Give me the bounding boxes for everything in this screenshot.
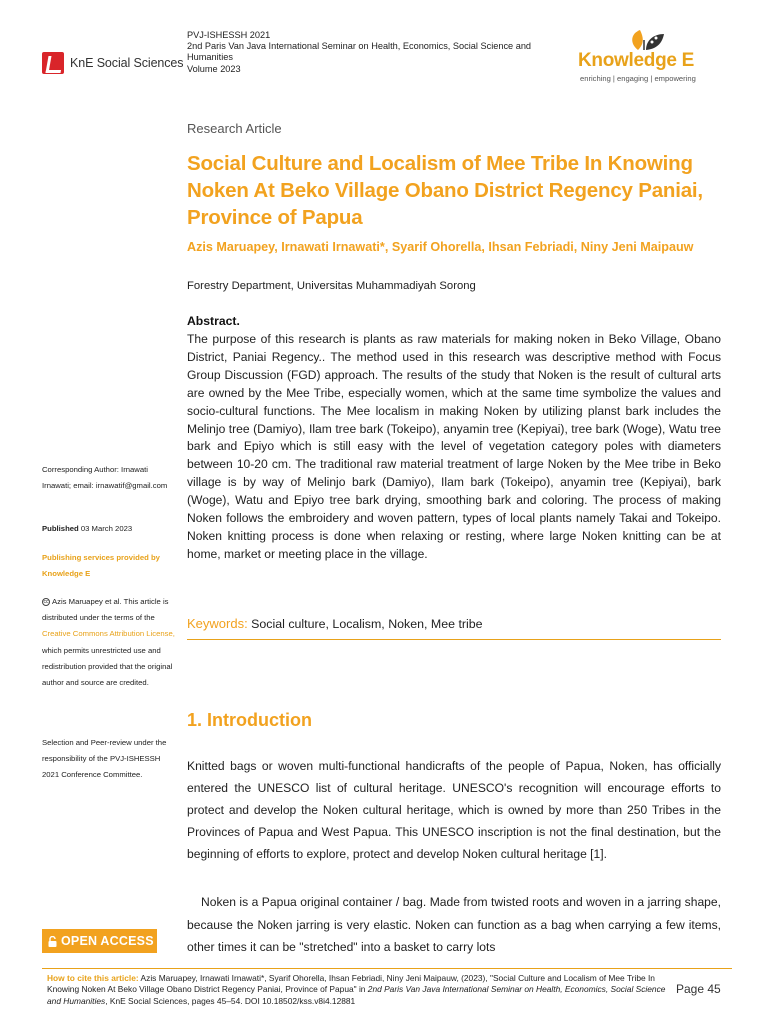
- section-heading-introduction: 1. Introduction: [187, 710, 312, 730]
- knowledge-e-tagline: enriching | engaging | empowering: [580, 74, 696, 83]
- published-label: Published: [42, 524, 79, 533]
- knowledge-e-logo: [578, 28, 738, 88]
- affiliation: Forestry Department, Universitas Muhammadiyah Sorong: [187, 280, 476, 292]
- conference-name-line2: Humanities: [187, 52, 233, 63]
- citation-label: How to cite this article:: [47, 973, 139, 983]
- creative-commons-icon: cc: [43, 598, 49, 605]
- license-text-a: Azis Maruapey et al. This article is distributed under the terms of the: [42, 597, 169, 623]
- publisher-name: KnE Social Sciences: [70, 56, 184, 70]
- leaf-icon: [616, 28, 676, 52]
- peer-review-note: Selection and Peer-review under the responsibility of the PVJ-ISHESSH 2021 Conference Committee.: [42, 738, 167, 780]
- open-access-badge: [42, 929, 157, 953]
- kne-logo-icon: [42, 52, 64, 74]
- article-title: Social Culture and Localism of Mee Tribe In Knowing Noken At Beko Village Obano District Regency Paniai, Province of Papua: [187, 152, 703, 229]
- publishing-services: Publishing services provided by Knowledge E: [42, 553, 160, 579]
- page-number: Page 45: [676, 982, 721, 996]
- abstract-heading: Abstract.: [187, 314, 240, 328]
- volume: Volume 2023: [187, 63, 241, 74]
- page-header: [0, 0, 768, 100]
- knowledge-e-name: Knowledge E: [578, 50, 694, 71]
- keywords-label: Keywords:: [187, 616, 248, 631]
- conference-name-line1: 2nd Paris Van Java International Seminar on Health, Economics, Social Science and: [187, 41, 532, 52]
- abstract-text: The purpose of this research is plants as raw materials for making noken in Beko Village, Obano District, Paniai Regency.. The method used in this research was descriptive method with Focus Group Discussion (FGD) approach. The results of the study that Noken is the result of cultural arts are owned by the Mee Tribe, especially women, which at the same time symbolize the values and socio-cultural functions. The Mee localism in making Noken by utilizing planst bark includes the Melinjo tree (Damiyo), Ilam tree bark (Tokeipo), anyamin tree (Kepiyai), tree bark (Woge), Watu tree bark and Epiyo which is still easy with the level of vegetation category poles with diameters between 10-20 cm. The traditional raw material treatment of large Noken by the Mee tribe in Beko village is by way of Melinjo bark (Damiyo), Ilam bark (Tokeipo), anyamin tree (Kepiyai), bark (Woge), Watu and Epiyo tree bark drying, smoothing bark and coloring. The process of making Noken follows the embroidery and woven pattern, types of local plants namely Takai and Tokeipo. Noken knitting process is done when relaxing or resting, where large Noken knitting can be at home, market or meeting place in the village.: [187, 332, 721, 561]
- license-text-b: which permits unrestricted use and redistribution provided that the original author and source are credited.: [42, 645, 173, 688]
- keywords: [187, 616, 721, 640]
- open-lock-icon: [48, 936, 57, 947]
- corresponding-author: Corresponding Author: Irnawati Irnawati; email: irnawatif@gmail.com: [42, 465, 168, 491]
- footer-divider: [42, 968, 732, 969]
- conference-abbrev: PVJ-ISHESSH 2021: [187, 30, 271, 40]
- citation: [47, 973, 667, 1007]
- open-access-label: OPEN ACCESS: [61, 934, 154, 948]
- published-value: 03 March 2023: [80, 524, 133, 533]
- author-list: Azis Maruapey, Irnawati Irnawati*, Syarif Ohorella, Ihsan Febriadi, Niny Jeni Maipauw: [187, 240, 694, 254]
- article-type: Research Article: [187, 121, 282, 136]
- intro-paragraph-1: Knitted bags or woven multi-functional handicrafts of the people of Papua, Noken, has officially entered the UNESCO list of cultural heritage. UNESCO's recognition will encourage efforts to protect and develop the Noken cultural heritage, which is owned by more than 250 Tribes in the Provinces of Papua and West Papua. This UNESCO inscription is not the final destination, but the beginning of efforts to explore, protect and develop Noken cultural heritage [1].: [187, 759, 721, 862]
- citation-text-b: , KnE Social Sciences, pages 45–54. DOI 10.18502/kss.v8i4.12881: [105, 995, 356, 1006]
- conference-info: [187, 30, 567, 75]
- published-date: [42, 521, 177, 537]
- keywords-list: Social culture, Localism, Noken, Mee tribe: [251, 617, 483, 631]
- kne-logo: [42, 52, 183, 74]
- intro-paragraph-2: Noken is a Papua original container / bag. Made from twisted roots and woven in a jarring shape, because the Noken jarring is very elastic. Noken can function as a bag when carrying a few items, other times it can be "stretched" into a basket to carry lots: [187, 895, 721, 955]
- license-link[interactable]: Creative Commons Attribution License,: [42, 629, 175, 639]
- citation-journal: 2nd Paris Van Java International Seminar on Health, Economics, Social Science and Humanities: [47, 984, 666, 1006]
- license-notice: [42, 594, 177, 691]
- citation-text-a: Azis Maruapey, Irnawati Irnawati*, Syarif Ohorella, Ihsan Febriadi, Niny Jeni Maipauw, (2023), "Social Culture and Localism of Mee Tribe In Knowing Noken At Beko Village Obano District Regency Paniai, Province of Papua" in: [47, 973, 655, 995]
